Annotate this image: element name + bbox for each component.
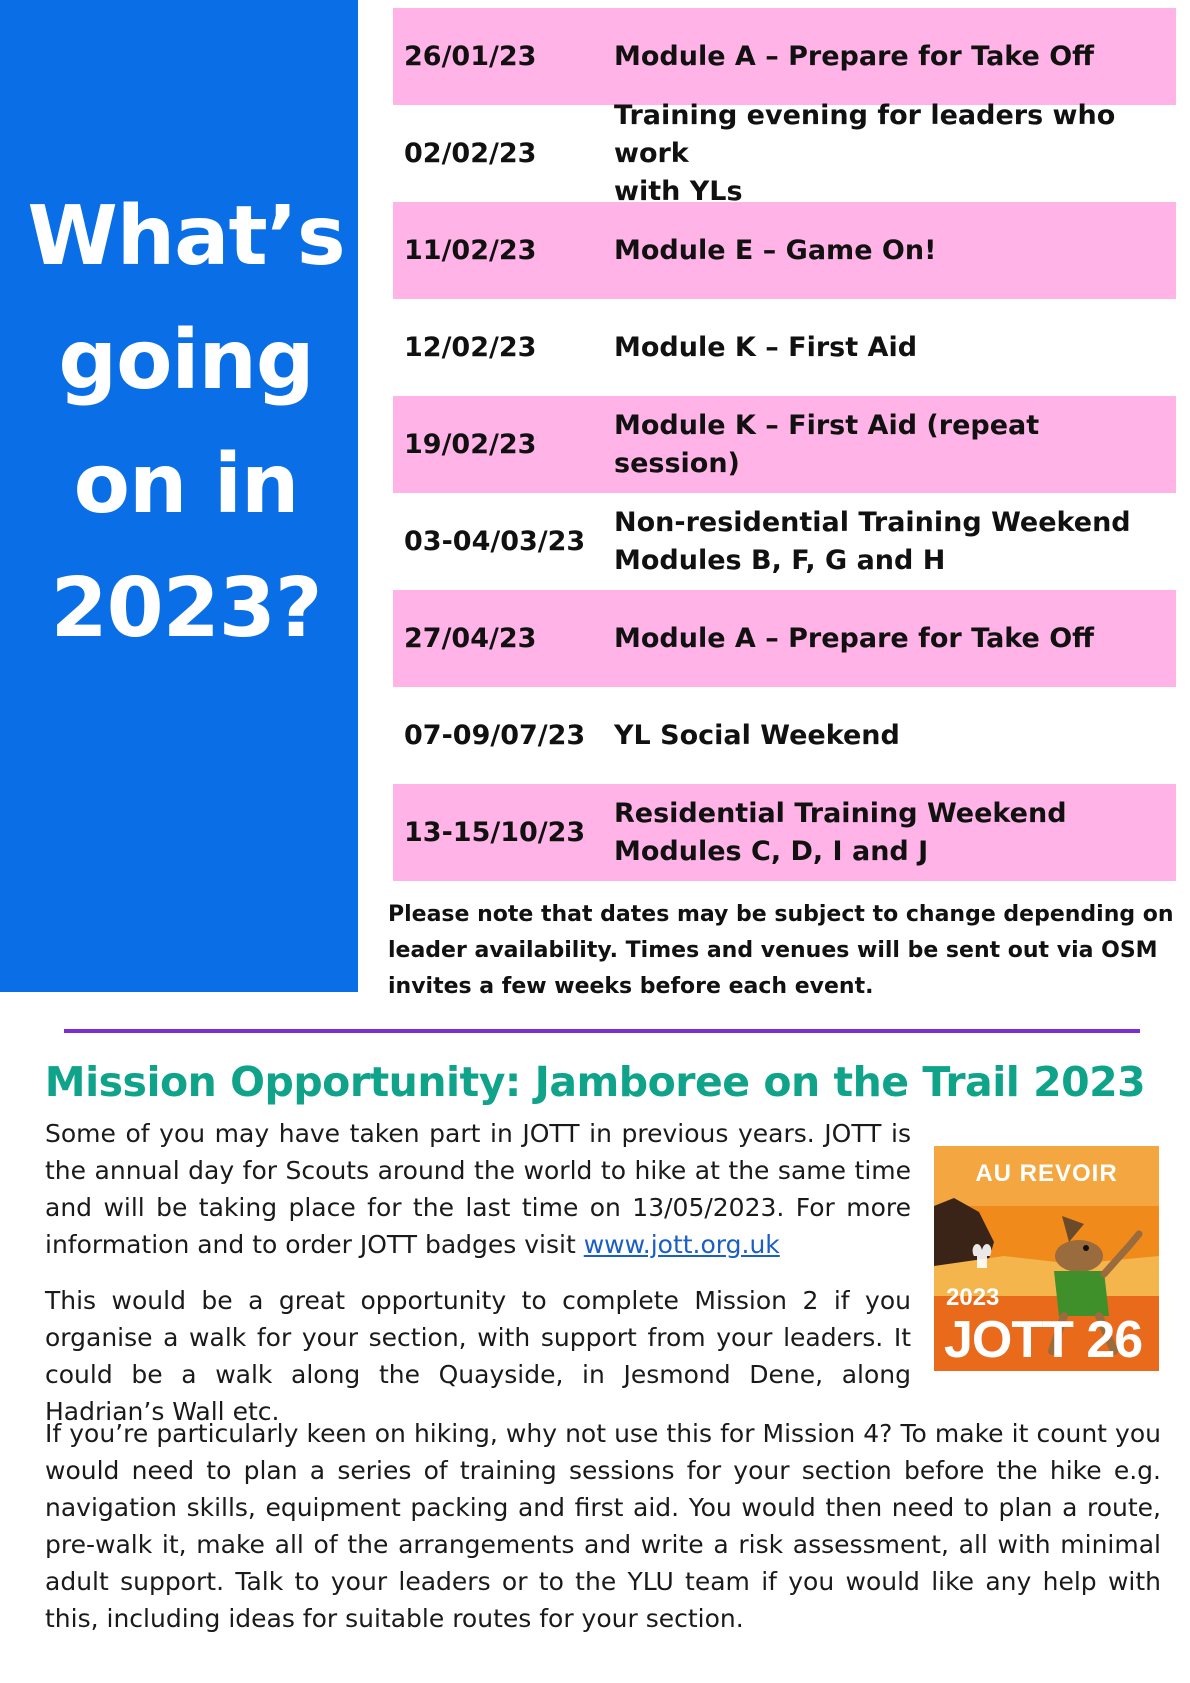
mission-paragraph-mission2: This would be a great opportunity to complete Mission 2 if you organise a walk for your section, with support from your leaders. It could be a walk along the Quayside, in Jesmond Dene, along Hadrian’s Wall etc. (45, 1286, 911, 1426)
schedule-date: 27/04/23 (404, 622, 537, 654)
schedule-date: 26/01/23 (404, 40, 537, 72)
schedule-row (393, 784, 1176, 881)
sidebar-title-line: going (58, 313, 314, 408)
sidebar-title-line: on in (73, 437, 299, 532)
schedule-event-line: Module K – First Aid (614, 331, 918, 363)
schedule-event-line: Non-residential Training Weekend (614, 506, 1131, 538)
jott-website-link[interactable]: www.jott.org.uk (583, 1230, 780, 1259)
schedule-table (393, 8, 1176, 881)
schedule-date: 02/02/23 (404, 137, 537, 169)
schedule-row (393, 687, 1176, 784)
schedule-note: Please note that dates may be subject to change depending on leader availability. Times and venues will be sent out via OSM invites a few weeks before each event. (388, 902, 1174, 999)
schedule-event-line: Module A – Prepare for Take Off (614, 40, 1095, 72)
badge-top-text: AU REVOIR (975, 1160, 1118, 1187)
mission-paragraph-mission4: If you’re particularly keen on hiking, why not use this for Mission 4? To make it count you would need to plan a series of training sessions for your section before the hike e.g. navigation skills, equipment packing and first aid. You would then need to plan a route, pre-walk it, make all of the arrangements and write a risk assessment, all with minimal adult support. Talk to your leaders or to the YLU team if you would like any help with this, including ideas for suitable routes for your section. (45, 1419, 1161, 1633)
schedule-event (614, 232, 1176, 270)
schedule-row (393, 299, 1176, 396)
schedule-date: 12/02/23 (404, 331, 537, 363)
schedule-event (614, 329, 1176, 367)
schedule-event-line: Residential Training Weekend (614, 797, 1067, 829)
mission-heading: Mission Opportunity: Jamboree on the Trail 2023 (44, 1058, 1146, 1106)
schedule-date: 13-15/10/23 (404, 816, 586, 848)
schedule-row (393, 99, 1176, 207)
mission-paragraph-intro (45, 1115, 911, 1263)
mission-intro-text: Some of you may have taken part in JOTT in previous years. JOTT is the annual day for Scouts around the world to hike at the same time and will be taking place for the last time on 13/05/2023. For more information and to order JOTT badges visit (45, 1119, 911, 1259)
schedule-date: 03-04/03/23 (404, 525, 586, 557)
schedule-date: 07-09/07/23 (404, 719, 586, 751)
schedule-row (393, 202, 1176, 299)
schedule-event-line: Module K – First Aid (repeat session) (614, 409, 1040, 479)
schedule-row (393, 396, 1176, 493)
schedule-row (393, 493, 1176, 590)
schedule-row (393, 590, 1176, 687)
sidebar-title-line: What’s (27, 189, 345, 284)
schedule-event (614, 38, 1176, 76)
section-divider (64, 1029, 1140, 1033)
schedule-event (614, 620, 1176, 658)
schedule-event (614, 407, 1176, 483)
schedule-event (614, 795, 1176, 871)
schedule-event (614, 717, 1176, 755)
schedule-event-line: YL Social Weekend (614, 719, 900, 751)
schedule-event-line: Module A – Prepare for Take Off (614, 622, 1095, 654)
schedule-date: 19/02/23 (404, 428, 537, 460)
schedule-date: 11/02/23 (404, 234, 537, 266)
schedule-row (393, 8, 1176, 105)
sidebar-title-line: 2023? (50, 561, 322, 656)
badge-name: JOTT 26 (944, 1311, 1143, 1369)
schedule-event-line: Modules B, F, G and H (614, 544, 946, 576)
jott-badge-image (934, 1146, 1159, 1371)
badge-year: 2023 (946, 1284, 1000, 1311)
schedule-event (614, 504, 1176, 580)
schedule-event-line: Modules C, D, I and J (614, 835, 929, 867)
schedule-event (614, 97, 1176, 211)
schedule-event-line: Training evening for leaders who work (614, 99, 1116, 169)
sidebar-title (0, 175, 372, 671)
schedule-event-line: Module E – Game On! (614, 234, 937, 266)
schedule-event-line: with YLs (614, 175, 743, 207)
